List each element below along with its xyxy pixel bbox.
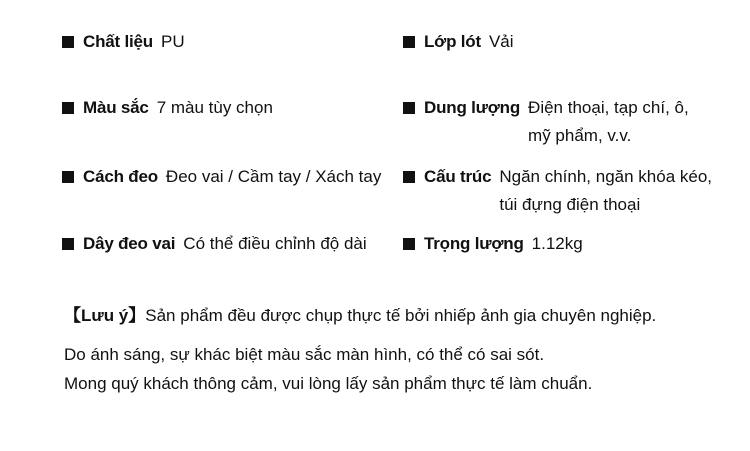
spec-value: 1.12kg [531,234,583,253]
spec-label: Dây đeo vai [83,234,176,253]
spec-structure [403,163,712,219]
square-bullet-icon [403,171,415,183]
spec-value: Đeo vai / Cầm tay / Xách tay [165,167,382,186]
note-text: Sản phẩm đều được chụp thực tế bởi nhiếp ảnh gia chuyên nghiệp. [145,306,657,325]
square-bullet-icon [403,102,415,114]
note-line-2 [64,341,544,369]
spec-label: Chất liệu [83,32,153,51]
spec-value: Vải [488,32,514,51]
spec-carry [62,163,381,191]
square-bullet-icon [62,36,74,48]
note-line-1 [64,302,656,330]
square-bullet-icon [403,238,415,250]
note-title: 【Lưu ý】 [64,306,146,325]
spec-label: Màu sắc [83,98,149,117]
spec-label: Lớp lót [424,32,481,51]
spec-value: Có thể điều chỉnh độ dài [183,234,367,253]
note-line-3 [64,370,592,398]
spec-label: Cấu trúc [424,167,492,186]
spec-weight [403,230,583,258]
spec-colors [62,94,273,122]
square-bullet-icon [62,102,74,114]
spec-strap [62,230,367,258]
note-text: Do ánh sáng, sự khác biệt màu sắc màn hình, có thể có sai sót. [64,345,545,364]
square-bullet-icon [403,36,415,48]
square-bullet-icon [62,171,74,183]
square-bullet-icon [62,238,74,250]
spec-label: Trọng lượng [424,234,524,253]
note-text: Mong quý khách thông cảm, vui lòng lấy sản phẩm thực tế làm chuẩn. [64,374,593,393]
spec-capacity [403,94,689,150]
spec-value: 7 màu tùy chọn [156,98,273,117]
spec-value: PU [161,32,185,51]
spec-label: Cách đeo [83,167,158,186]
spec-label: Dung lượng [424,98,521,117]
spec-lining [403,28,514,56]
spec-value: Điện thoại, tạp chí, ô, mỹ phẩm, v.v. [528,98,689,145]
spec-value: Ngăn chính, ngăn khóa kéo, túi đựng điện thoại [499,167,713,214]
spec-material [62,28,185,56]
